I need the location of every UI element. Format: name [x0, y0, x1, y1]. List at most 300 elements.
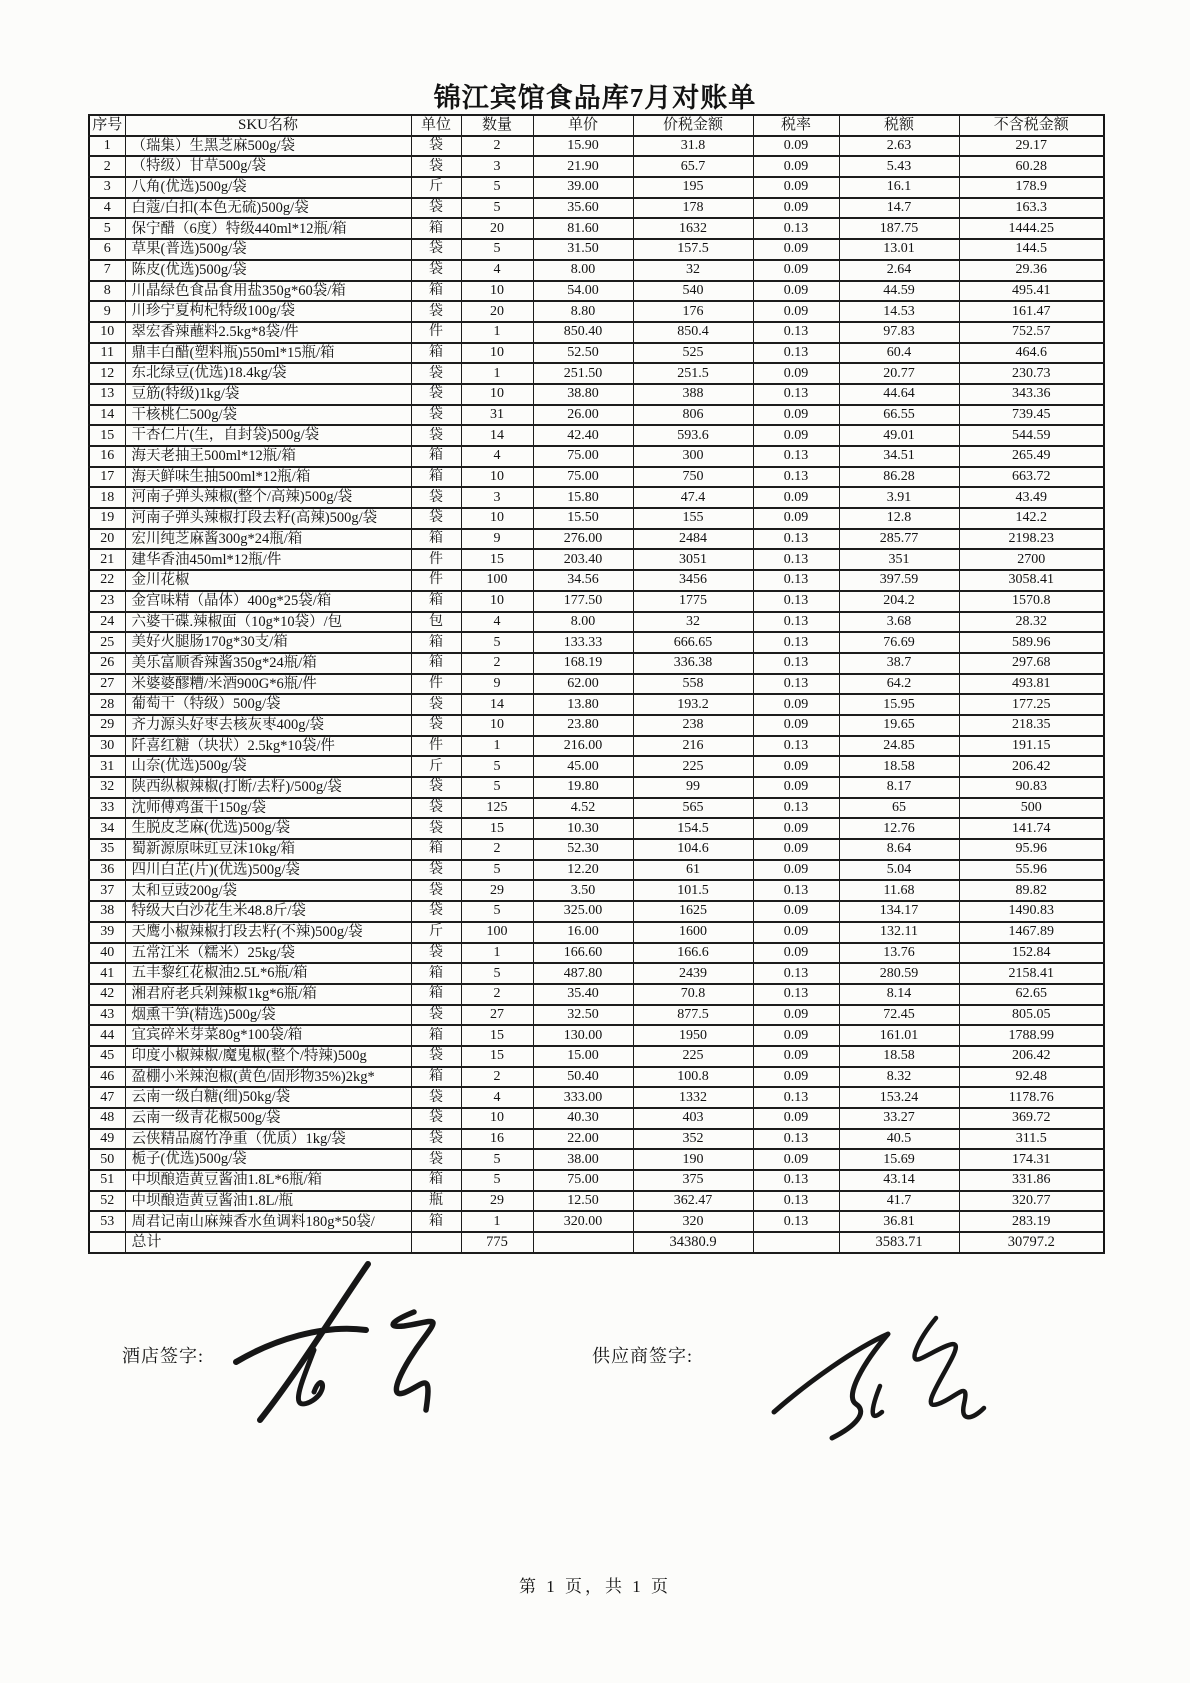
table-cell: 2198.23	[959, 529, 1104, 550]
table-cell: 1632	[633, 218, 753, 239]
table-cell: 22	[89, 570, 125, 591]
table-cell: 43	[89, 1005, 125, 1026]
table-cell: 28.32	[959, 612, 1104, 633]
table-cell: 152.84	[959, 943, 1104, 964]
table-row	[89, 922, 1104, 943]
table-cell: 336.38	[633, 653, 753, 674]
table-cell: 1950	[633, 1025, 753, 1046]
table-cell: 300	[633, 446, 753, 467]
table-cell: 16	[89, 446, 125, 467]
table-cell: 251.50	[533, 363, 633, 384]
table-cell: 10	[461, 281, 533, 302]
table-cell: 0.13	[753, 384, 839, 405]
table-row	[89, 1108, 1104, 1129]
table-cell: 4	[461, 446, 533, 467]
table-cell: 六婆干碟.辣椒面（10g*10袋）/包	[125, 612, 411, 633]
table-cell: 19.80	[533, 777, 633, 798]
table-cell: 3.68	[839, 612, 959, 633]
table-cell: 0.09	[753, 260, 839, 281]
table-cell: 52	[89, 1191, 125, 1212]
table-cell: 565	[633, 798, 753, 819]
table-cell: 52.30	[533, 839, 633, 860]
table-cell: 袋	[411, 1087, 461, 1108]
table-cell: 397.59	[839, 570, 959, 591]
table-row	[89, 694, 1104, 715]
table-cell: 32.50	[533, 1005, 633, 1026]
table-cell: 3	[461, 156, 533, 177]
table-cell: 中坝酿造黄豆酱油1.8L/瓶	[125, 1191, 411, 1212]
table-cell: 2	[461, 1067, 533, 1088]
table-cell: 8.00	[533, 260, 633, 281]
table-row	[89, 549, 1104, 570]
table-cell: 2700	[959, 549, 1104, 570]
table-cell: 0.09	[753, 715, 839, 736]
table-cell: 97.83	[839, 322, 959, 343]
table-row	[89, 1149, 1104, 1170]
table-cell: 0.13	[753, 446, 839, 467]
table-cell: 38.80	[533, 384, 633, 405]
table-cell: 0.13	[753, 570, 839, 591]
table-cell: 干杏仁片(生，自封袋)500g/袋	[125, 425, 411, 446]
table-cell: 豆筋(特级)1kg/袋	[125, 384, 411, 405]
table-cell: 10	[461, 384, 533, 405]
table-cell: 阡喜红糖（块状）2.5kg*10袋/件	[125, 736, 411, 757]
table-cell: 464.6	[959, 343, 1104, 364]
table-cell: 1570.8	[959, 591, 1104, 612]
table-cell: 1178.76	[959, 1087, 1104, 1108]
table-cell: 13.01	[839, 239, 959, 260]
table-cell: 袋	[411, 1108, 461, 1129]
table-cell: 川晶绿色食品食用盐350g*60袋/箱	[125, 281, 411, 302]
table-cell: 箱	[411, 529, 461, 550]
table-row	[89, 198, 1104, 219]
table-cell: 16.00	[533, 922, 633, 943]
table-cell: 204.2	[839, 591, 959, 612]
table-cell: 箱	[411, 984, 461, 1005]
table-cell: 1	[461, 363, 533, 384]
table-cell: 2	[461, 653, 533, 674]
table-cell: 739.45	[959, 405, 1104, 426]
table-cell: 155	[633, 508, 753, 529]
table-row	[89, 798, 1104, 819]
table-cell: 山奈(优选)500g/袋	[125, 756, 411, 777]
table-cell: 100.8	[633, 1067, 753, 1088]
table-cell: 0.09	[753, 943, 839, 964]
table-cell: 15	[461, 818, 533, 839]
table-cell: 15.90	[533, 136, 633, 157]
table-cell: 352	[633, 1129, 753, 1150]
table-cell: 95.96	[959, 839, 1104, 860]
table-cell: 宏川纯芝麻酱300g*24瓶/箱	[125, 529, 411, 550]
table-cell: 99	[633, 777, 753, 798]
table-cell: 15	[461, 1025, 533, 1046]
table-cell: 4	[461, 612, 533, 633]
table-cell: 104.6	[633, 839, 753, 860]
table-cell: 云侠精品腐竹净重（优质）1kg/袋	[125, 1129, 411, 1150]
reconciliation-table	[88, 114, 1105, 1254]
table-cell: 1	[461, 943, 533, 964]
table-cell: 1600	[633, 922, 753, 943]
table-cell: 34.56	[533, 570, 633, 591]
table-cell: 20	[461, 218, 533, 239]
table-cell: 斤	[411, 756, 461, 777]
table-cell: 袋	[411, 860, 461, 881]
table-row	[89, 736, 1104, 757]
table-cell: 9	[461, 674, 533, 695]
table-cell: 666.65	[633, 632, 753, 653]
table-cell: 1490.83	[959, 901, 1104, 922]
table-cell: 5	[461, 177, 533, 198]
table-cell: 14	[89, 405, 125, 426]
table-cell: 20	[461, 301, 533, 322]
table-row	[89, 612, 1104, 633]
table-cell: 14	[461, 425, 533, 446]
table-cell: 752.57	[959, 322, 1104, 343]
table-cell: 280.59	[839, 963, 959, 984]
table-cell: 鼎丰白醋(塑料瓶)550ml*15瓶/箱	[125, 343, 411, 364]
table-cell: 3	[461, 487, 533, 508]
table-row	[89, 508, 1104, 529]
table-cell: 3583.71	[839, 1232, 959, 1253]
table-cell: 750	[633, 467, 753, 488]
table-cell: 216.00	[533, 736, 633, 757]
table-cell: 2	[461, 839, 533, 860]
table-cell: 15	[89, 425, 125, 446]
table-cell: 89.82	[959, 880, 1104, 901]
table-cell: 0.09	[753, 901, 839, 922]
table-cell: 陕西纵椒辣椒(打断/去籽)/500g/袋	[125, 777, 411, 798]
table-row	[89, 260, 1104, 281]
table-cell: 775	[461, 1232, 533, 1253]
table-cell: 2439	[633, 963, 753, 984]
table-cell: 1467.89	[959, 922, 1104, 943]
table-cell: 70.8	[633, 984, 753, 1005]
table-cell: 26.00	[533, 405, 633, 426]
table-cell: 42.40	[533, 425, 633, 446]
table-cell: 总计	[125, 1232, 411, 1253]
table-cell: 0.09	[753, 839, 839, 860]
table-cell: 225	[633, 756, 753, 777]
table-cell: 2	[89, 156, 125, 177]
table-cell: 15	[461, 1046, 533, 1067]
table-cell: 0.09	[753, 136, 839, 157]
table-row	[89, 218, 1104, 239]
table-cell: 2	[461, 984, 533, 1005]
table-cell: 157.5	[633, 239, 753, 260]
table-cell: 101.5	[633, 880, 753, 901]
table-cell: 50	[89, 1149, 125, 1170]
table-cell: 39	[89, 922, 125, 943]
table-cell: 76.69	[839, 632, 959, 653]
table-cell: 320.00	[533, 1211, 633, 1232]
table-row	[89, 1211, 1104, 1232]
table-cell: 川珍宁夏枸杞特级100g/袋	[125, 301, 411, 322]
hotel-signature-image	[218, 1252, 488, 1437]
hotel-signature-label: 酒店签字:	[122, 1346, 205, 1366]
table-cell: 34.51	[839, 446, 959, 467]
table-cell: 62.65	[959, 984, 1104, 1005]
table-cell: 0.13	[753, 322, 839, 343]
table-cell: 箱	[411, 281, 461, 302]
table-cell: 袋	[411, 1005, 461, 1026]
table-cell: 45	[89, 1046, 125, 1067]
table-cell: 35	[89, 839, 125, 860]
table-cell: 43.49	[959, 487, 1104, 508]
table-cell: 55.96	[959, 860, 1104, 881]
table-cell: 174.31	[959, 1149, 1104, 1170]
table-row	[89, 963, 1104, 984]
table-cell: 206.42	[959, 1046, 1104, 1067]
table-body	[89, 136, 1104, 1232]
table-header-row	[89, 115, 1104, 136]
table-cell: 806	[633, 405, 753, 426]
table-cell: 0.09	[753, 1108, 839, 1129]
table-cell: 38.7	[839, 653, 959, 674]
table-total-band	[89, 1232, 1104, 1253]
table-cell: 54.00	[533, 281, 633, 302]
table-cell: 1	[461, 322, 533, 343]
table-cell: 134.17	[839, 901, 959, 922]
table-cell: 0.09	[753, 756, 839, 777]
header-cell: 税额	[839, 115, 959, 136]
table-cell: 箱	[411, 1211, 461, 1232]
table-cell: 27	[89, 674, 125, 695]
table-row	[89, 715, 1104, 736]
table-cell: 190	[633, 1149, 753, 1170]
table-cell: 箱	[411, 1067, 461, 1088]
table-cell: 46	[89, 1067, 125, 1088]
table-cell: 16.1	[839, 177, 959, 198]
table-cell: 4	[461, 1087, 533, 1108]
table-cell: 18	[89, 487, 125, 508]
table-cell: 箱	[411, 963, 461, 984]
table-cell: 132.11	[839, 922, 959, 943]
table-row	[89, 343, 1104, 364]
table-cell: 袋	[411, 508, 461, 529]
table-cell: 0.13	[753, 984, 839, 1005]
table-cell: 19	[89, 508, 125, 529]
table-cell: 487.80	[533, 963, 633, 984]
table-cell: 袋	[411, 136, 461, 157]
table-cell: 8.00	[533, 612, 633, 633]
table-cell: 0.09	[753, 1005, 839, 1026]
table-cell: 92.48	[959, 1067, 1104, 1088]
table-cell: 43.14	[839, 1170, 959, 1191]
table-cell: 311.5	[959, 1129, 1104, 1150]
table-cell: 100	[461, 570, 533, 591]
table-cell: 351	[839, 549, 959, 570]
table-cell: 件	[411, 736, 461, 757]
table-cell: 0.13	[753, 736, 839, 757]
table-cell: 翠宏香辣蘸料2.5kg*8袋/件	[125, 322, 411, 343]
table-cell: 8.14	[839, 984, 959, 1005]
table-cell: 72.45	[839, 1005, 959, 1026]
table-cell: 35.40	[533, 984, 633, 1005]
table-cell: 52.50	[533, 343, 633, 364]
table-cell: 593.6	[633, 425, 753, 446]
table-cell: 箱	[411, 839, 461, 860]
table-cell: 187.75	[839, 218, 959, 239]
table-cell: 0.13	[753, 1129, 839, 1150]
table-row	[89, 239, 1104, 260]
table-cell: 28	[89, 694, 125, 715]
table-cell: 生脱皮芝麻(优选)500g/袋	[125, 818, 411, 839]
table-cell: 金川花椒	[125, 570, 411, 591]
table-cell: 齐力源头好枣去核灰枣400g/袋	[125, 715, 411, 736]
table-cell: 21.90	[533, 156, 633, 177]
table-row	[89, 570, 1104, 591]
table-cell: 袋	[411, 198, 461, 219]
table-cell: 12.76	[839, 818, 959, 839]
table-cell: 0.09	[753, 922, 839, 943]
table-cell: 白蔻/白扣(本色无硫)500g/袋	[125, 198, 411, 219]
table-cell: 161.47	[959, 301, 1104, 322]
table-row	[89, 839, 1104, 860]
table-row	[89, 880, 1104, 901]
table-cell: 袋	[411, 694, 461, 715]
table-cell: 八角(优选)500g/袋	[125, 177, 411, 198]
table-cell: 0.13	[753, 674, 839, 695]
table-cell: 袋	[411, 880, 461, 901]
table-cell: 369.72	[959, 1108, 1104, 1129]
table-row	[89, 1129, 1104, 1150]
table-row	[89, 467, 1104, 488]
table-cell: 663.72	[959, 467, 1104, 488]
table-cell: 19.65	[839, 715, 959, 736]
table-cell: 41	[89, 963, 125, 984]
table-cell: 中坝酿造黄豆酱油1.8L*6瓶/箱	[125, 1170, 411, 1191]
header-cell: 价税金额	[633, 115, 753, 136]
table-cell: 17	[89, 467, 125, 488]
table-cell: 草果(普选)500g/袋	[125, 239, 411, 260]
table-cell: 27	[461, 1005, 533, 1026]
table-cell: 盈棚小米辣泡椒(黄色/固形物35%)2kg*	[125, 1067, 411, 1088]
table-cell: 265.49	[959, 446, 1104, 467]
table-cell: 36	[89, 860, 125, 881]
table-cell: 袋	[411, 901, 461, 922]
table-cell: 0.09	[753, 281, 839, 302]
table-cell: 297.68	[959, 653, 1104, 674]
table-cell: 袋	[411, 405, 461, 426]
table-cell: 6	[89, 239, 125, 260]
table-cell: 0.09	[753, 818, 839, 839]
table-cell: 13	[89, 384, 125, 405]
table-row	[89, 860, 1104, 881]
table-cell: 袋	[411, 260, 461, 281]
table-cell: 箱	[411, 653, 461, 674]
table-cell: 3.91	[839, 487, 959, 508]
table-cell: 65	[839, 798, 959, 819]
table-cell: 特级大白沙花生米48.8斤/袋	[125, 901, 411, 922]
table-cell: 238	[633, 715, 753, 736]
table-cell: 0.13	[753, 529, 839, 550]
table-cell: 0.09	[753, 239, 839, 260]
table-cell: 60.4	[839, 343, 959, 364]
table-cell: 61	[633, 860, 753, 881]
table-cell: 2484	[633, 529, 753, 550]
table-cell: 0.09	[753, 777, 839, 798]
table-cell: 66.55	[839, 405, 959, 426]
table-cell: 宜宾碎米芽菜80g*100袋/箱	[125, 1025, 411, 1046]
table-cell: 877.5	[633, 1005, 753, 1026]
table-cell: 39.00	[533, 177, 633, 198]
table-cell: 23	[89, 591, 125, 612]
table-cell	[533, 1232, 633, 1253]
table-cell: 河南子弹头辣椒打段去籽(高辣)500g/袋	[125, 508, 411, 529]
table-cell: 1	[461, 736, 533, 757]
table-cell: 袋	[411, 715, 461, 736]
table-cell: 袋	[411, 301, 461, 322]
table-cell: 米婆婆醪糟/米酒900G*6瓶/件	[125, 674, 411, 695]
table-cell: 161.01	[839, 1025, 959, 1046]
table-row	[89, 136, 1104, 157]
table-cell: 袋	[411, 943, 461, 964]
table-cell: 10	[461, 591, 533, 612]
table-cell: 1625	[633, 901, 753, 922]
table-row	[89, 591, 1104, 612]
table-cell: 金宫味精（晶体）400g*25袋/箱	[125, 591, 411, 612]
table-row	[89, 1191, 1104, 1212]
table-cell: 0.13	[753, 1170, 839, 1191]
table-cell: 32	[633, 612, 753, 633]
table-row	[89, 446, 1104, 467]
table-cell: 0.13	[753, 467, 839, 488]
table-cell: 5	[461, 1170, 533, 1191]
table-cell: 22.00	[533, 1129, 633, 1150]
table-cell: 49	[89, 1129, 125, 1150]
table-cell: 11	[89, 343, 125, 364]
table-cell: 0.13	[753, 1087, 839, 1108]
table-cell: 37	[89, 880, 125, 901]
table-cell: 5	[461, 860, 533, 881]
table-cell: 540	[633, 281, 753, 302]
table-cell: 15.80	[533, 487, 633, 508]
table-cell: 0.09	[753, 177, 839, 198]
table-cell: 斤	[411, 177, 461, 198]
table-cell: 0.09	[753, 508, 839, 529]
table-cell: 41.7	[839, 1191, 959, 1212]
table-cell: 5	[461, 777, 533, 798]
table-row	[89, 177, 1104, 198]
table-cell: 4.52	[533, 798, 633, 819]
table-cell: 31.8	[633, 136, 753, 157]
table-row	[89, 943, 1104, 964]
table-cell: 0.09	[753, 860, 839, 881]
table-cell: 美好火腿肠170g*30支/箱	[125, 632, 411, 653]
table-cell: 125	[461, 798, 533, 819]
table-cell: 9	[89, 301, 125, 322]
table-cell: 12.8	[839, 508, 959, 529]
table-row	[89, 529, 1104, 550]
table-cell: 箱	[411, 591, 461, 612]
table-cell: 29	[461, 880, 533, 901]
table-cell: 130.00	[533, 1025, 633, 1046]
header-cell: SKU名称	[125, 115, 411, 136]
table-cell: 525	[633, 343, 753, 364]
table-cell: 0.13	[753, 653, 839, 674]
table-cell: 13.80	[533, 694, 633, 715]
table-cell: 25	[89, 632, 125, 653]
table-cell: 29	[461, 1191, 533, 1212]
table-cell: 0.09	[753, 363, 839, 384]
table-cell: 0.13	[753, 1211, 839, 1232]
table-cell: 64.2	[839, 674, 959, 695]
table-cell: 193.2	[633, 694, 753, 715]
table-cell: 件	[411, 674, 461, 695]
table-cell: 4	[89, 198, 125, 219]
table-cell: 0.13	[753, 218, 839, 239]
table-cell: 海天鲜味生抽500ml*12瓶/箱	[125, 467, 411, 488]
